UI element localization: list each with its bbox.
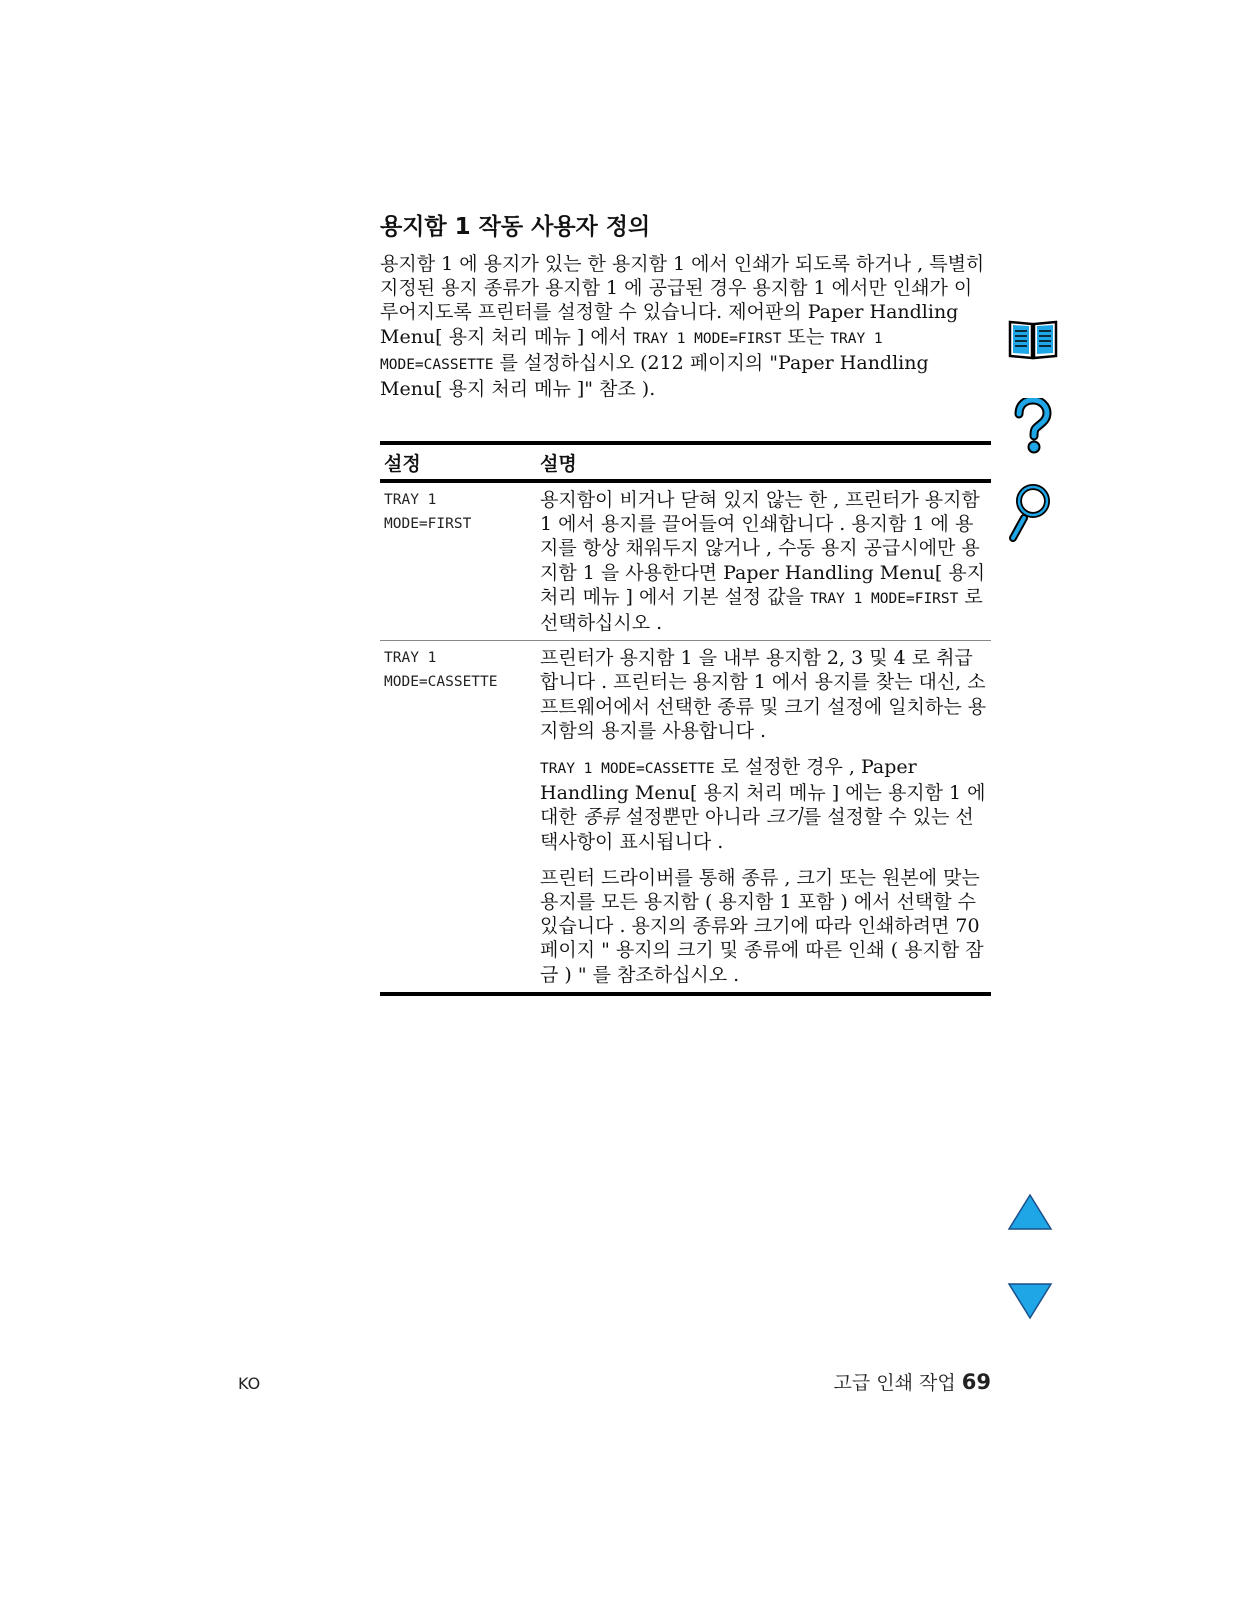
description-emphasis: 크기: [766, 806, 803, 829]
header-description: 설명: [540, 452, 577, 475]
description-paragraph: 프린터 드라이버를 통해 종류 , 크기 또는 원본에 맞는 용지를 모든 용지함 ( 용지함 1 포함 ) 에서 선택할 수 있습니다 . 용지의 종류와 크기에 따라 인쇄하려면 70 페이지 " 용지의 크기 및 종류에 따른 인쇄 ( 용지함 잠금 ) " 를 참조하십시오 .: [540, 866, 984, 986]
settings-table: [380, 441, 991, 996]
intro-text-2: 또는: [781, 325, 831, 348]
footer-page-info: [834, 1368, 991, 1395]
table-row: [380, 640, 991, 992]
table-header: [380, 445, 991, 483]
page-heading: 용지함 1 작동 사용자 정의: [380, 214, 651, 240]
table-row: [380, 483, 991, 640]
description-paragraph: 프린터가 용지함 1 을 내부 용지함 2, 3 및 4 로 취급합니다 . 프린터는 용지함 1 에서 용지를 찾는 대신, 소프트웨어에서 선택한 종류 및 크기 설정에 일치하는 용지함의 용지를 사용합니다 .: [540, 647, 987, 742]
intro-text-1: 용지함 1 에 용지가 있는 한 용지함 1 에서 인쇄가 되도록 하거나 , 특별히 지정된 용지 종류가 용지함 1 에 공급된 경우 용지함 1 에서만 인쇄가 이루어지도록 프린터를 설정할 수 있습니다. 제어판의 Paper Handling Menu[ 용지 처리 메뉴 ] 에서: [380, 253, 985, 348]
description-code: TRAY 1 MODE=CASSETTE: [540, 761, 715, 778]
intro-code-2: TRAY 1 MODE=CASSETTE: [380, 330, 883, 373]
down-arrow-icon[interactable]: [1007, 1282, 1053, 1320]
question-icon[interactable]: [1012, 398, 1052, 454]
footer-section: 고급 인쇄 작업: [833, 1372, 956, 1394]
setting-line: MODE=CASSETTE: [384, 674, 498, 691]
setting-cell: [380, 488, 540, 635]
description-text: 로 선택하십시오 .: [540, 585, 983, 635]
setting-line: TRAY 1: [384, 650, 437, 667]
page-number: 69: [961, 1370, 991, 1394]
description-paragraph: [540, 488, 991, 635]
description-text: 용지함이 비거나 닫혀 있지 않는 한 , 프린터가 용지함 1 에서 용지를 끌어들여 인쇄합니다 . 용지함 1 에 용지를 항상 채워두지 않거나 , 수동 용지 공급시에만 용지함 1 을 사용한다면 Paper Handling Menu[ 용지 처리 메뉴 ] 에서 기본 설정 값을: [540, 489, 986, 608]
header-setting: 설정: [384, 452, 421, 475]
description-code: TRAY 1 MODE=FIRST: [809, 590, 959, 607]
intro-code-1: TRAY 1 MODE=FIRST: [633, 330, 782, 347]
setting-line: MODE=FIRST: [384, 516, 472, 533]
description-text: 설정뿐만 아니라: [619, 806, 767, 829]
description-text: 로 설정한 경우 , Paper Handling Menu[ 용지 처리 메뉴 ] 에는 용지함 1 에 대한: [540, 756, 986, 829]
footer-language: KO: [238, 1374, 261, 1393]
up-arrow-icon[interactable]: [1007, 1193, 1053, 1231]
setting-cell: [380, 646, 540, 987]
intro-text-3: 를 설정하십시오 (212 페이지의 "Paper Handling Menu[ 용지 처리 메뉴 ]" 참조 ).: [380, 351, 929, 401]
book-icon[interactable]: [1007, 316, 1059, 360]
description-cell: [540, 488, 991, 635]
setting-line: TRAY 1: [384, 492, 437, 508]
description-text: 를 설정할 수 있는 선택사항이 표시됩니다 .: [540, 806, 974, 853]
magnifier-icon[interactable]: [1008, 484, 1052, 542]
description-cell: [540, 646, 991, 987]
intro-paragraph: [380, 252, 990, 401]
description-paragraph: [540, 755, 991, 854]
description-emphasis: 종류: [582, 806, 620, 829]
